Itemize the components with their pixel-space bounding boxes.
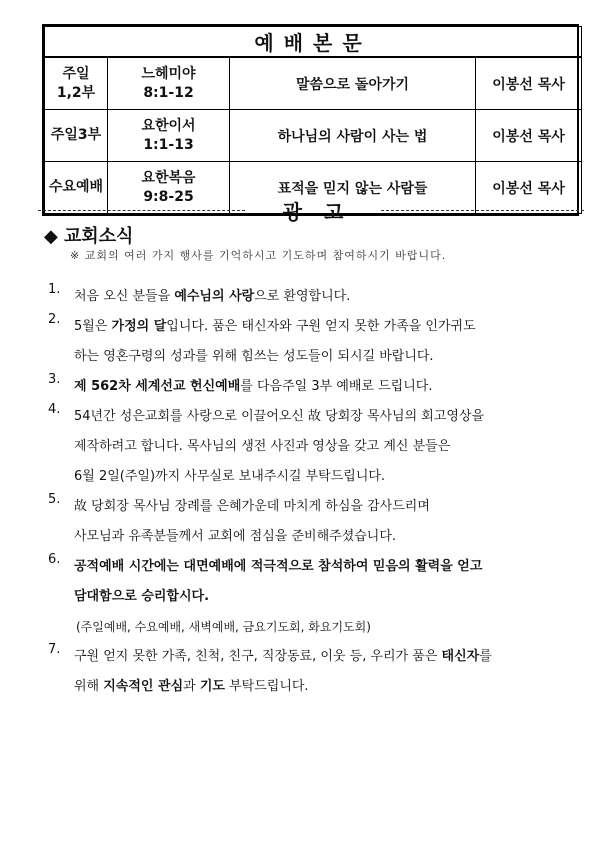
service-name: 수요예배 bbox=[45, 162, 108, 214]
table-row bbox=[45, 110, 582, 162]
section-note: ※ 교회의 여러 가지 행사를 기억하시고 기도하며 참여하시기 바랍니다. bbox=[70, 249, 447, 262]
list-item: 2. 5월은 가정의 달입니다. 품은 태신자와 구원 얻지 못한 가족을 인가귀도 하는 영혼구령의 성과를 위해 힘쓰는 성도들이 되시길 바랍니다. bbox=[48, 312, 476, 364]
list-item: 7. 구원 얻지 못한 가족, 친척, 친구, 직장동료, 이웃 등, 우리가 품은 태신자를 위해 지속적인 관심과 기도 부탁드립니다. bbox=[48, 642, 492, 694]
sermon-title: 하나님의 사람이 사는 법 bbox=[230, 110, 476, 162]
list-item: 6. 공적예배 시간에는 대면예배에 적극적으로 참석하여 믿음의 활력을 얻고 담대함으로 승리합시다. (주일예배, 수요예배, 새벽예배, 금요기도회, 화요기도회) bbox=[48, 552, 483, 634]
sermon-title: 표적을 믿지 않는 사람들 bbox=[230, 162, 476, 214]
list-item: 3. 제 562차 세계선교 헌신예배를 다음주일 3부 예배로 드립니다. bbox=[48, 372, 433, 394]
notice-title-bar bbox=[38, 196, 584, 222]
preacher-name: 이봉선 목사 bbox=[476, 57, 582, 110]
scripture-reference: 요한복음 9:8-25 bbox=[108, 162, 230, 214]
service-name: 주일3부 bbox=[45, 110, 108, 162]
list-item: 4. 54년간 성은교회를 사랑으로 이끌어오신 故 당회장 목사님의 회고영상을 제작하려고 합니다. 목사님의 생전 사진과 영상을 갖고 계신 분들은 6월 2일(주일)까지 사무실로 보내주시길 부탁드립니다. bbox=[48, 402, 485, 484]
dashed-divider bbox=[38, 210, 245, 211]
list-item: 1. 처음 오신 분들을 예수님의 사랑으로 환영합니다. bbox=[48, 282, 351, 304]
notice-title: 광고 bbox=[282, 200, 366, 224]
sermon-table-header: 예배본문 bbox=[45, 27, 582, 58]
preacher-name: 이봉선 목사 bbox=[476, 110, 582, 162]
dashed-divider bbox=[381, 210, 584, 211]
service-name: 주일 1,2부 bbox=[45, 57, 108, 110]
news-list bbox=[48, 282, 568, 702]
diamond-bullet-icon: ◆ bbox=[44, 226, 58, 247]
preacher-name: 이봉선 목사 bbox=[476, 162, 582, 214]
scripture-reference: 느헤미야 8:1-12 bbox=[108, 57, 230, 110]
list-item: 5. 故 당회장 목사님 장례를 은혜가운데 마치게 하심을 감사드리며 사모님과 유족분들께서 교회에 점심을 준비해주셨습니다. bbox=[48, 492, 430, 544]
scripture-reference: 요한이서 1:1-13 bbox=[108, 110, 230, 162]
sermon-title: 말씀으로 돌아가기 bbox=[230, 57, 476, 110]
sermon-table bbox=[42, 24, 579, 216]
section-heading: ◆ 교회소식 bbox=[44, 226, 134, 247]
table-row bbox=[45, 57, 582, 110]
